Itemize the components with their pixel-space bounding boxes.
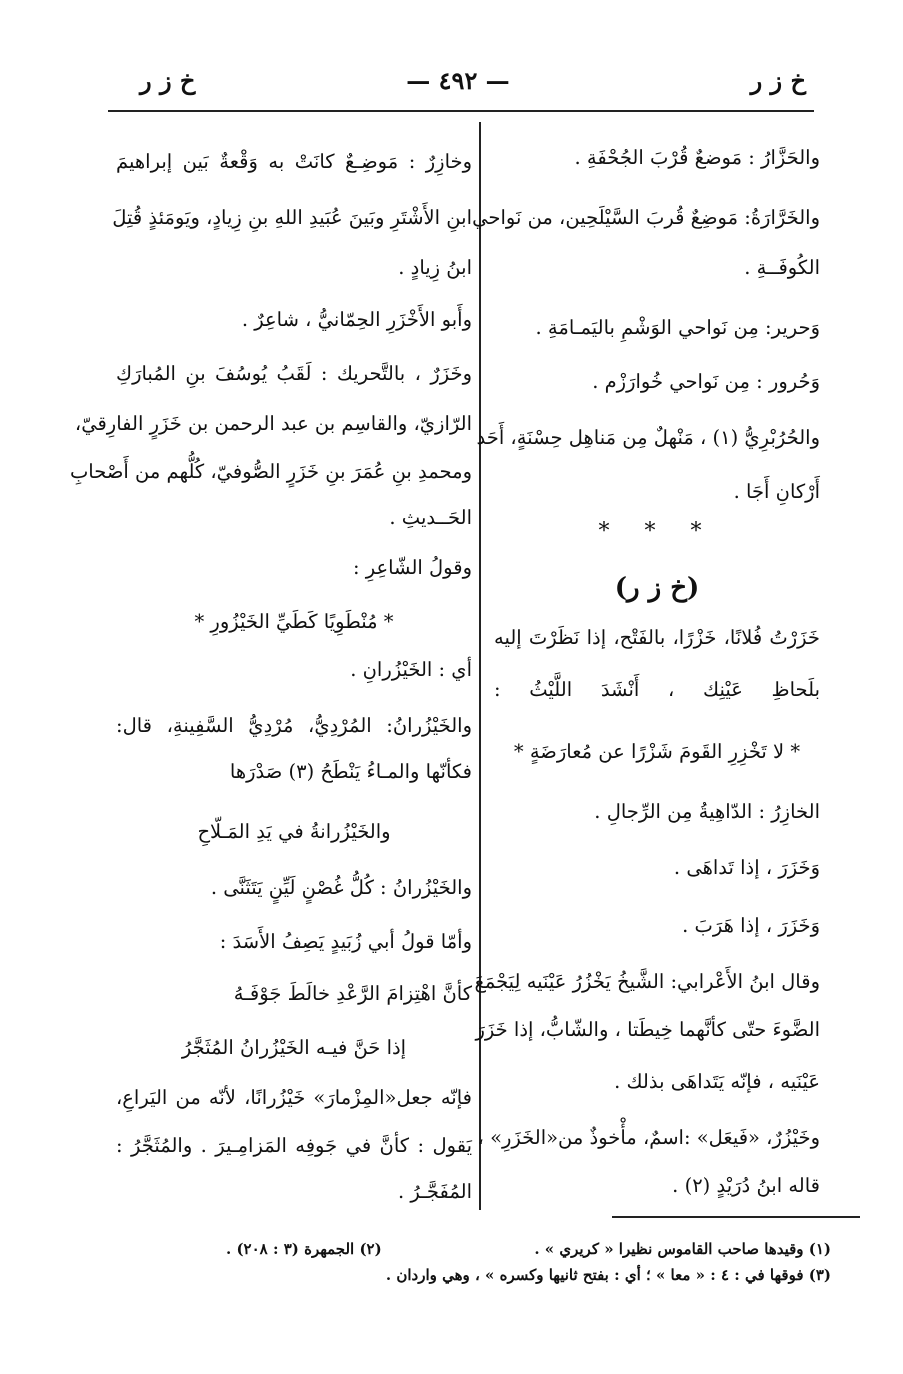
text-line: الرّازيّ، والقاسِم بن عبد الرحمن بن خَزَرٍ الفارِقيّ،: [74, 412, 472, 435]
text-line: الخازِرُ : الدّاهِيةُ مِن الرِّجالِ .: [594, 800, 820, 823]
text-line: الحَــديثِ .: [389, 506, 472, 529]
text-line: وخَيْزُرٌ، «فَيعَل» :اسمٌ، مأْخوذٌ من«الخَزَرِ» ،: [477, 1126, 820, 1149]
text-line: فإنّه جعل«المِزْمارَ» خَيْزُرانًا، لأنّه من اليَراعِ،: [116, 1086, 472, 1109]
text-line: وخازِرٌ : مَوضِـعٌ كانَتْ به وَقْعةٌ بَين إبراهيمَ: [116, 150, 472, 173]
header-rule: [108, 110, 814, 112]
verse-line: فكأنّها والمـاءُ يَنْطَحُ (٣) صَدْرَها: [229, 760, 472, 783]
text-line: والحَزَّارُ : مَوضعٌ قُرْبَ الجُحْفَةِ .: [574, 146, 820, 169]
verse-line: كأنَّ اهْتِزامَ الرَّعْدِ خالَطَ جَوْفَـهُ: [233, 982, 472, 1005]
text-line: أي : الخَيْزُرانِ .: [350, 658, 472, 681]
header-root-right: خ ز ر: [750, 66, 806, 95]
page-header: [100, 66, 816, 112]
text-line: وأمّا قولُ أبي زُبَيدٍ يَصِفُ الأَسَدَ :: [219, 930, 472, 953]
header-root-left: خ ز ر: [140, 66, 196, 95]
text-line: وَخَزَرَ ، إذا هَرَبَ .: [682, 914, 820, 937]
column-divider: [479, 122, 481, 1210]
entry-title: (خ ز ر): [614, 573, 700, 603]
text-line: وَخَزَرَ ، إذا تَداهَى .: [673, 856, 820, 879]
verse-line: إذا حَنَّ فيـه الخَيْزُرانُ المُثَجَّرُ: [181, 1036, 407, 1059]
text-line: والخَرَّارَةُ: مَوضِعٌ قُربَ السَّيْلَحِين، من نَواحي: [472, 206, 820, 229]
text-line: المُفَجَّـرُ .: [398, 1180, 472, 1203]
verse-line: والخَيْزُرانةُ في يَدِ المَـلّاحِ: [197, 820, 391, 843]
text-line: خَزَرْتُ فُلانًا، خَزْرًا، بالفَتْح، إذا نَظَرْتَ إليه: [494, 626, 820, 649]
text-line: وخَزَرٌ ، بالتَّحريك : لَقَبُ يُوسُفَ بنِ المُبارَكِ: [116, 362, 472, 385]
text-line: وَحرير: مِن نَواحي الوَشْمِ باليَمـامَةِ .: [535, 316, 820, 339]
text-line: وقولُ الشّاعِرِ :: [352, 556, 472, 579]
text-line: والحُرُبْرِيُّ (١) ، مَنْهلٌ مِن مَناهِل حِسْنَةٍ، أَحَد: [476, 426, 820, 449]
footnote-1: (١) وقيدها صاحب القاموس نظيرا « كريري » .: [534, 1240, 831, 1258]
text-line: أَرْكانِ أَجَا .: [733, 480, 820, 503]
text-line: والخَيْزُرانُ: المُرْدِيُّ، مُرْدِيُّ السَّفِينةِ، قال:: [116, 714, 472, 737]
text-line: عَيْنَيه ، فإنّه يَتَداهَى بذلك .: [614, 1070, 820, 1093]
text-line: الضَّوءَ حتّى كأنَّهما خِيطَتا ، والشّابُّ، إذا خَزَرَ: [475, 1018, 820, 1041]
verse-line: * مُنْطَوِيًا كَطَيِّ الخَيْزُورِ *: [194, 610, 394, 633]
page-number: — ٤٩٢ —: [406, 66, 510, 95]
text-line: وقال ابنُ الأَعْرابي: الشَّيخُ يَخْزُرُ عَيْنَيه لِيَجْمَعَ: [474, 970, 820, 993]
text-line: ومحمدِ بنِ عُمَرَ بنِ خَزَرٍ الصُّوفيّ، كُلُّهم من أَصْحابِ: [69, 460, 472, 483]
text-line: وأَبو الأَخْزَرِ الحِمّانيُّ ، شاعِرٌ .: [241, 308, 472, 331]
text-line: الكُوفَــةِ .: [744, 256, 820, 279]
text-line: بلَحاظِ عَيْنِك ، أَنْشَدَ اللَّيْثُ :: [494, 678, 820, 701]
footnote-2: (٢) الجمهرة (٣ : ٢٠٨) .: [226, 1240, 382, 1258]
text-line: والخَيْزُرانُ : كُلُّ غُصْنٍ لَيِّنٍ يَتَثَنَّى .: [210, 876, 472, 899]
footnote-3: (٣) فوقها في : ٤ : « معا » ؛ أي : بفتح ثانيها وكسره » ، وهي واردان .: [385, 1266, 831, 1284]
text-line: وَحُرور : مِن نَواحي خُوارَزْم .: [592, 370, 820, 393]
text-line: قاله ابنُ دُرَيْدٍ (٢) .: [672, 1174, 820, 1197]
text-line: ابنُ زِيادٍ .: [398, 256, 472, 279]
text-line: يَقول : كأنَّ في جَوفِه المَزامِـيرَ . والمُثَجَّرُ :: [116, 1134, 472, 1157]
footnote-rule: [612, 1216, 860, 1218]
text-line: ابنِ الأَشْتَرِ وبَينَ عُبَيدِ اللهِ بنِ زِيادٍ، ويَومَئذٍ قُتِلَ: [112, 206, 472, 229]
section-separator: * * *: [598, 519, 716, 544]
verse-line: * لا تَخْزِرِ القَومَ شَزْرًا عن مُعارَضَةٍ *: [513, 740, 801, 763]
